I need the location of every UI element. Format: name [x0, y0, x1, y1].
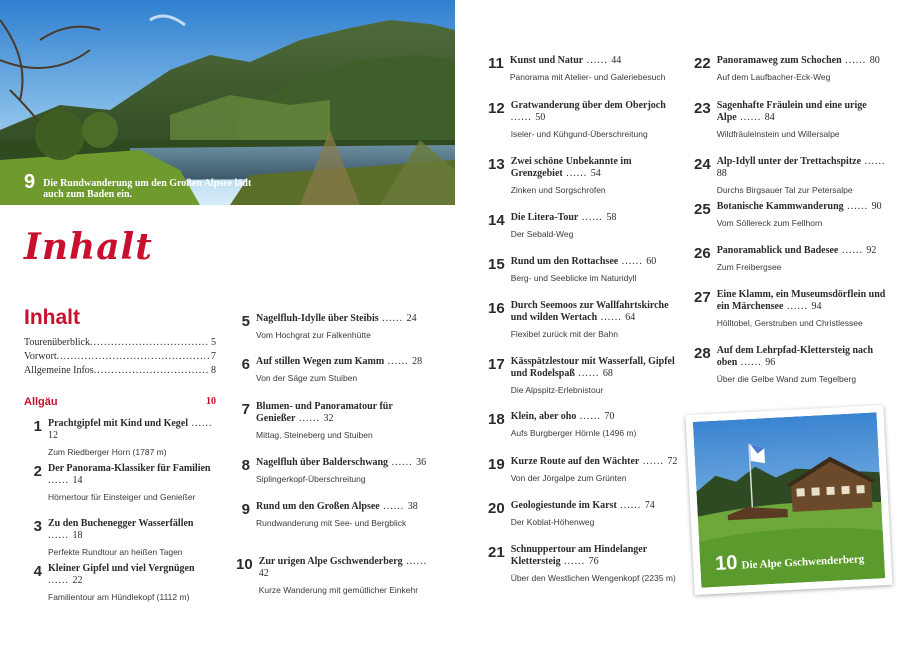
- leader-dots: ......: [843, 201, 872, 212]
- tour-page: 74: [644, 500, 655, 511]
- toc-entry-body: [511, 300, 680, 340]
- section-label: Allgäu: [24, 396, 58, 408]
- toc-entry-body: [717, 100, 886, 140]
- toc-entry-body: [256, 313, 428, 341]
- tour-subtitle: Iseler- und Kühgund-Überschreitung: [510, 129, 648, 139]
- tour-number: 1: [33, 418, 42, 435]
- tour-title-line: [256, 501, 428, 513]
- toc-entry-body: [259, 556, 428, 596]
- tour-number: 18: [488, 411, 505, 428]
- toc-entry[interactable]: [236, 313, 428, 341]
- tour-title: Botanische Kammwanderung: [716, 201, 844, 212]
- photo-caption: [24, 172, 273, 200]
- leader-dots: ......: [574, 368, 603, 379]
- tour-title-line: [717, 156, 886, 180]
- tour-subtitle: Der Koblat-Höhenweg: [510, 517, 595, 527]
- front-matter-item[interactable]: [24, 336, 216, 350]
- leader-dots: ......: [388, 457, 417, 468]
- leader-dots: [94, 364, 209, 378]
- tour-number: 9: [241, 501, 250, 518]
- toc-entry[interactable]: [694, 55, 886, 83]
- tour-title: Gratwanderung über dem Oberjoch: [510, 100, 666, 111]
- tour-subtitle: Rundwanderung mit See- und Bergblick: [256, 518, 407, 528]
- tour-title-line: [48, 563, 216, 587]
- tour-subtitle: Flexibel zurück mit der Bahn: [510, 329, 618, 339]
- toc-entry-body: [256, 457, 428, 485]
- toc-entry[interactable]: [488, 55, 680, 83]
- alpe-photo: [685, 405, 892, 595]
- tour-page: 96: [765, 357, 776, 368]
- tour-number: 15: [488, 256, 505, 273]
- tour-number: 10: [236, 556, 253, 573]
- leader-dots: ......: [560, 556, 589, 567]
- lake-photo: [0, 0, 455, 205]
- tour-title-line: [256, 401, 428, 425]
- front-matter-item[interactable]: [24, 350, 216, 364]
- tour-subtitle: Von der Jörgalpe zum Grünten: [510, 473, 627, 483]
- tour-subtitle: Zum Freibergsee: [716, 262, 782, 272]
- tour-page: 22: [72, 575, 83, 586]
- tour-number: 8: [241, 457, 250, 474]
- tour-page: 36: [416, 457, 427, 468]
- tour-page: 14: [72, 475, 83, 486]
- leader-dots: ......: [841, 55, 870, 66]
- leader-dots: ......: [576, 411, 605, 422]
- tour-title-line: [511, 300, 680, 324]
- leader-dots: [57, 350, 209, 364]
- toc-entry-body: [511, 256, 680, 284]
- toc-entry[interactable]: [28, 563, 216, 603]
- tour-title-line: [511, 212, 680, 224]
- toc-entry-body: [717, 289, 886, 329]
- tour-subtitle: Zum Riedberger Horn (1787 m): [48, 447, 167, 457]
- tour-page: 42: [258, 568, 269, 579]
- leader-dots: ......: [861, 156, 886, 167]
- tour-page: 84: [764, 112, 775, 123]
- tour-subtitle: Der Sebald-Weg: [510, 229, 574, 239]
- tour-title: Auf stillen Wegen zum Kamm: [256, 356, 385, 367]
- tour-title: Prachtgipfel mit Kind und Kegel: [48, 418, 188, 429]
- tour-subtitle: Hörnertour für Einsteiger und Genießer: [48, 492, 196, 502]
- tour-title: Panoramaweg zum Schochen: [716, 55, 842, 66]
- tour-subtitle: Aufs Burgberger Hörnle (1496 m): [510, 428, 637, 438]
- tour-page: 70: [604, 411, 615, 422]
- tour-number: 23: [694, 100, 711, 117]
- tour-page: 44: [611, 55, 622, 66]
- tour-subtitle: Vom Hochgrat zur Falkenhütte: [256, 330, 371, 340]
- leader-dots: ......: [295, 413, 324, 424]
- toc-entry-body: [48, 563, 216, 603]
- tour-number: 25: [694, 201, 711, 218]
- tour-title-line: [510, 55, 680, 67]
- leader-dots: ......: [618, 256, 647, 267]
- tour-subtitle: Siplingerkopf-Überschreitung: [256, 474, 366, 484]
- toc-entry[interactable]: [236, 501, 428, 529]
- leader-dots: ......: [378, 313, 407, 324]
- tour-subtitle: Kurze Wanderung mit gemütlicher Einkehr: [258, 585, 419, 595]
- tour-number: 24: [694, 156, 711, 173]
- tour-subtitle: Berg- und Seeblicke im Naturidyll: [510, 273, 637, 283]
- toc-entry[interactable]: [236, 556, 428, 596]
- tour-title: Geologiestunde im Karst: [510, 500, 617, 511]
- tour-number: 16: [488, 300, 505, 317]
- tour-title-line: [48, 418, 216, 442]
- leader-dots: ......: [639, 456, 668, 467]
- contents-heading: Inhalt: [24, 306, 80, 329]
- tour-page: 12: [48, 430, 58, 441]
- toc-entry-body: [717, 55, 886, 83]
- toc-entry-body: [48, 418, 216, 458]
- tour-page: 58: [606, 212, 617, 223]
- tour-subtitle: Von der Säge zum Stuiben: [256, 373, 358, 383]
- script-title: Inhalt: [24, 226, 153, 268]
- tour-title: Zur urigen Alpe Gschwenderberg: [258, 556, 403, 567]
- tour-number: 3: [33, 518, 42, 535]
- photo-number: 9: [24, 171, 36, 193]
- tour-number: 11: [488, 55, 504, 72]
- tour-page: 28: [412, 356, 423, 367]
- toc-entry[interactable]: [694, 245, 886, 273]
- tour-title-line: [511, 411, 680, 423]
- tour-title-line: [511, 456, 680, 468]
- tour-title-line: [48, 463, 216, 487]
- toc-entry[interactable]: [488, 356, 680, 396]
- leader-dots: ......: [48, 475, 73, 486]
- leader-dots: [90, 336, 209, 350]
- leader-dots: ......: [737, 357, 766, 368]
- toc-entry-body: [256, 356, 428, 384]
- toc-entry[interactable]: [28, 518, 216, 558]
- toc-entry[interactable]: [694, 289, 886, 329]
- tour-number: 27: [694, 289, 711, 306]
- tour-number: 19: [488, 456, 505, 473]
- front-matter-label: Vorwort: [24, 351, 57, 362]
- tour-number: 6: [241, 356, 250, 373]
- toc-entry-body: [511, 100, 680, 140]
- toc-entry-body: [511, 500, 680, 528]
- tour-page: 88: [716, 168, 727, 179]
- tour-title: Nagelfluh über Balderschwang: [256, 457, 389, 468]
- front-matter-label: Tourenüberblick: [24, 337, 90, 348]
- tour-title-line: [259, 556, 428, 580]
- leader-dots: ......: [48, 530, 73, 541]
- tour-title-line: [511, 256, 680, 268]
- tour-subtitle: Durchs Birgsauer Tal zur Petersalpe: [716, 185, 853, 195]
- toc-entry[interactable]: [694, 201, 886, 229]
- tour-number: 7: [241, 401, 250, 418]
- tour-subtitle: Wildfräuleinstein und Willersalpe: [716, 129, 840, 139]
- tour-page: 68: [602, 368, 613, 379]
- tour-title: Kässpätzlestour mit Wasserfall, Gipfel und Rodelspaß: [510, 356, 675, 379]
- tour-title-line: [511, 100, 680, 124]
- toc-entry-body: [717, 201, 886, 229]
- tour-subtitle: Die Alpspitz-Erlebnistour: [510, 385, 604, 395]
- tour-page: 90: [871, 201, 882, 212]
- leader-dots: ......: [616, 500, 645, 511]
- toc-entry-body: [256, 501, 428, 529]
- tour-number: 12: [488, 100, 505, 117]
- tour-title-line: [256, 313, 428, 325]
- tour-title: Durch Seemoos zur Wallfahrtskirche und wilden Wertach: [510, 300, 669, 323]
- tour-title-line: [511, 500, 680, 512]
- tour-title-line: [717, 100, 886, 124]
- tour-number: 22: [694, 55, 711, 72]
- toc-entry[interactable]: [694, 100, 886, 140]
- tour-title: Der Panorama-Klassiker für Familien: [48, 463, 211, 474]
- toc-entry-body: [717, 245, 886, 273]
- toc-entry[interactable]: [236, 401, 428, 441]
- polaroid-caption-text: Die Alpe Gschwenderberg: [741, 553, 865, 572]
- toc-entry[interactable]: [236, 356, 428, 384]
- front-matter-label: Allgemeine Infos: [24, 365, 94, 376]
- tour-subtitle: Über die Gelbe Wand zum Tegelberg: [716, 374, 857, 384]
- leader-dots: ......: [578, 212, 607, 223]
- tour-title-line: [717, 245, 886, 257]
- leader-dots: ......: [736, 112, 765, 123]
- tour-title-line: [717, 289, 886, 313]
- toc-entry[interactable]: [488, 256, 680, 284]
- front-matter-page: 7: [211, 351, 216, 362]
- toc-entry[interactable]: [488, 156, 680, 196]
- tour-subtitle: Über den Westlichen Wengenkopf (2235 m): [510, 573, 676, 583]
- toc-entry[interactable]: [236, 457, 428, 485]
- leader-dots: ......: [188, 418, 213, 429]
- leader-dots: ......: [583, 55, 612, 66]
- tour-subtitle: Zinken und Sorgschrofen: [510, 185, 606, 195]
- tour-title-line: [511, 544, 680, 568]
- toc-entry-body: [511, 156, 680, 196]
- tour-title: Schnuppertour am Hindelanger Klettersteig: [510, 544, 648, 567]
- tour-number: 13: [488, 156, 505, 173]
- toc-entry[interactable]: [488, 212, 680, 240]
- tour-page: 94: [811, 301, 822, 312]
- tour-page: 72: [667, 456, 678, 467]
- tour-number: 21: [488, 544, 505, 561]
- tour-title: Panoramablick und Badesee: [716, 245, 839, 256]
- toc-entry-body: [48, 463, 216, 503]
- section-allgaeu[interactable]: [24, 396, 216, 408]
- front-matter-list: [24, 336, 216, 378]
- tour-title: Rund um den Großen Alpsee: [256, 501, 380, 512]
- tour-subtitle: Perfekte Rundtour an heißen Tagen: [48, 547, 183, 557]
- leader-dots: ......: [384, 356, 413, 367]
- tour-page: 76: [588, 556, 599, 567]
- tour-number: 17: [488, 356, 505, 373]
- tour-number: 20: [488, 500, 505, 517]
- tour-subtitle: Mittag, Steineberg und Stuiben: [256, 430, 373, 440]
- toc-entry-body: [511, 212, 680, 240]
- tour-page: 50: [535, 112, 546, 123]
- front-matter-page: 5: [211, 337, 216, 348]
- polaroid-number: 10: [714, 551, 739, 575]
- toc-entry-body: [511, 544, 680, 584]
- tour-page: 32: [323, 413, 334, 424]
- tour-title-line: [511, 356, 680, 380]
- tour-subtitle: Vom Söllereck zum Fellhorn: [716, 218, 823, 228]
- tour-title: Nagelfluh-Idylle über Steibis: [256, 313, 379, 324]
- tour-title: Eine Klamm, ein Museumsdörflein und ein Märchensee: [716, 289, 886, 312]
- toc-entry[interactable]: [694, 156, 886, 196]
- tour-subtitle: Hölltobel, Gerstruben und Christlessee: [716, 318, 863, 328]
- toc-entry[interactable]: [488, 411, 680, 439]
- tour-title-line: [48, 518, 216, 542]
- toc-entry[interactable]: [488, 456, 680, 484]
- tour-subtitle: Auf dem Laufbacher-Eck-Weg: [716, 72, 831, 82]
- toc-entry[interactable]: [28, 463, 216, 503]
- tour-title: Auf dem Lehrpfad-Klettersteig nach oben: [716, 345, 874, 368]
- leader-dots: ......: [402, 556, 428, 567]
- tour-title: Rund um den Rottachsee: [510, 256, 619, 267]
- toc-entry-body: [256, 401, 428, 441]
- leader-dots: ......: [783, 301, 812, 312]
- tour-number: 5: [241, 313, 250, 330]
- tour-subtitle: Panorama mit Atelier- und Galeriebesuch: [509, 72, 666, 82]
- tour-title: Blumen- und Panoramatour für Genießer: [256, 401, 393, 424]
- toc-entry[interactable]: [694, 345, 886, 385]
- tour-title-line: [717, 201, 886, 213]
- leader-dots: ......: [838, 245, 867, 256]
- tour-page: 18: [72, 530, 83, 541]
- tour-title: Kleiner Gipfel und viel Vergnügen: [48, 563, 195, 574]
- tour-number: 28: [694, 345, 711, 362]
- tour-title-line: [717, 345, 886, 369]
- tour-title: Sagenhafte Fräulein und eine urige Alpe: [716, 100, 867, 123]
- toc-entry[interactable]: [488, 300, 680, 340]
- leader-dots: ......: [48, 575, 73, 586]
- photo-caption-text: Die Rundwanderung um den Großen Alpsee lädt auch zum Baden ein.: [43, 178, 252, 200]
- tour-title-line: [717, 55, 886, 67]
- tour-title: Alp-Idyll unter der Trettachspitze: [716, 156, 862, 167]
- toc-entry-body: [717, 345, 886, 385]
- toc-entry-body: [717, 156, 886, 196]
- tour-number: 26: [694, 245, 711, 262]
- toc-entry-body: [511, 356, 680, 396]
- tour-number: 4: [33, 563, 42, 580]
- tour-title: Kunst und Natur: [509, 55, 584, 66]
- tour-page: 38: [407, 501, 418, 512]
- toc-entry-body: [511, 411, 680, 439]
- tour-title: Zwei schöne Unbekannte im Grenzgebiet: [510, 156, 632, 179]
- front-matter-page: 8: [211, 365, 216, 376]
- toc-entry-body: [48, 518, 216, 558]
- leader-dots: ......: [379, 501, 408, 512]
- leader-dots: ......: [597, 312, 626, 323]
- section-page: 10: [206, 396, 216, 407]
- toc-entry[interactable]: [488, 500, 680, 528]
- toc-entry[interactable]: [488, 544, 680, 584]
- tour-page: 54: [590, 168, 601, 179]
- tour-title-line: [256, 457, 428, 469]
- tour-page: 64: [625, 312, 636, 323]
- tour-title: Klein, aber oho: [510, 411, 577, 422]
- tour-page: 60: [646, 256, 657, 267]
- tour-title-line: [256, 356, 428, 368]
- toc-entry[interactable]: [488, 100, 680, 140]
- tour-subtitle: Familientour am Hündlekopf (1112 m): [48, 592, 190, 602]
- tour-number: 2: [33, 463, 42, 480]
- tour-title: Zu den Buchenegger Wasserfällen: [48, 518, 194, 529]
- toc-entry[interactable]: [28, 418, 216, 458]
- leader-dots: ......: [562, 168, 591, 179]
- tour-title: Die Litera-Tour: [510, 212, 579, 223]
- tour-page: 92: [866, 245, 877, 256]
- front-matter-item[interactable]: [24, 364, 216, 378]
- tour-page: 80: [869, 55, 880, 66]
- leader-dots: ......: [510, 112, 536, 123]
- tour-title: Kurze Route auf den Wächter: [510, 456, 640, 467]
- toc-entry-body: [511, 456, 680, 484]
- tour-page: 24: [406, 313, 417, 324]
- toc-entry-body: [510, 55, 680, 83]
- tour-title-line: [511, 156, 680, 180]
- tour-number: 14: [488, 212, 505, 229]
